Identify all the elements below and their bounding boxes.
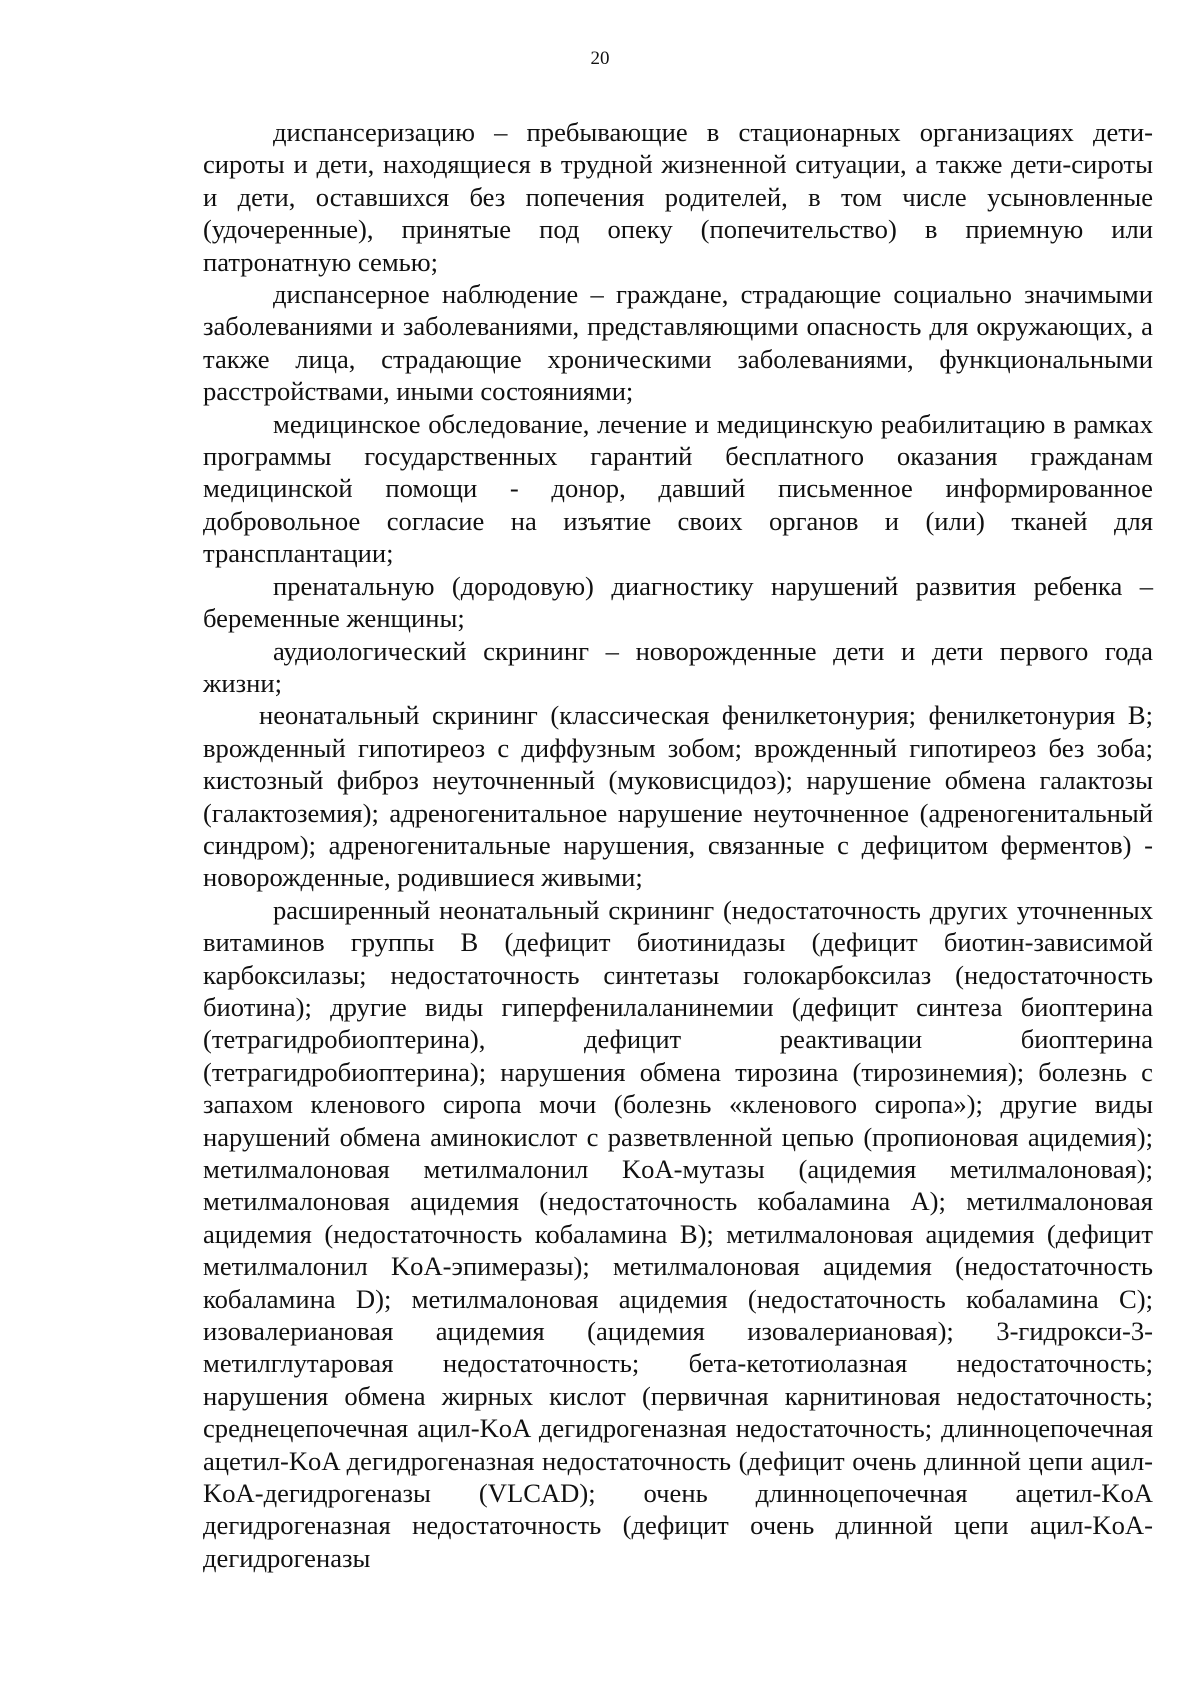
paragraph-dispanserizatsiya: диспансеризацию – пребывающие в стационарных организациях дети-сироты и дети, находящиеся в трудной жизненной ситуации, а также дети-сироты и дети, оставшихся без попечения родителей, в том числе усыновленные (удочеренные), принятые под опеку (попечительство) в приемную или патронатную семью; (203, 117, 1153, 277)
page-number: 20 (590, 48, 610, 69)
paragraph-neonatalnyy-skrining: неонатальный скрининг (классическая фенилкетонурия; фенилкетонурия B; врожденный гипотиреоз с диффузным зобом; врожденный гипотиреоз без зоба; кистозный фиброз неуточненный (муковисцидоз); нарушение обмена галактозы (галактоземия); адреногенитальное нарушение неуточненное (адреногенитальный синдром); адреногенитальные нарушения, связанные с дефицитом ферментов) - новорожденные, родившиеся живыми; (203, 700, 1153, 893)
paragraph-rasshirennyy-neonatalnyy-skrining: расширенный неонатальный скрининг (недостаточность других уточненных витаминов группы B (дефицит биотинидазы (дефицит биотин-зависимой карбоксилазы; недостаточность синтетазы голокарбоксилаз (недостаточность биотина); другие виды гиперфенилаланинемии (дефицит синтеза биоптерина (тетрагидробиоптерина), дефицит реактивации биоптерина (тетрагидробиоптерина); нарушения обмена тирозина (тирозинемия); болезнь с запахом кленового сиропа мочи (болезнь «кленового сиропа»); другие виды нарушений обмена аминокислот с разветвленной цепью (пропионовая ацидемия); метилмалоновая метилмалонил KoA-мутазы (ацидемия метилмалоновая); метилмалоновая ацидемия (недостаточность кобаламина A); метилмалоновая ацидемия (недостаточность кобаламина B); метилмалоновая ацидемия (дефицит метилмалонил KoA-эпимеразы); метилмалоновая ацидемия (недостаточность кобаламина D); метилмалоновая ацидемия (недостаточность кобаламина C); изовалериановая ацидемия (ацидемия изовалериановая); 3-гидрокси-3-метилглутаровая недостаточность; бета-кетотиолазная недостаточность; нарушения обмена жирных кислот (первичная карнитиновая недостаточность; среднецепочечная ацил-KoA дегидрогеназная недостаточность; длинноцепочечная ацетил-KoA дегидрогеназная недостаточность (дефицит очень длинной цепи ацил-KoA-дегидрогеназы (VLCAD); очень длинноцепочечная ацетил-KoA дегидрогеназная недостаточность (дефицит очень длинной цепи ацил-KoA-дегидрогеназы (203, 894, 1153, 1573)
paragraph-dispansernoe-nablyudenie: диспансерное наблюдение – граждане, страдающие социально значимыми заболеваниями и заболеваниями, представляющими опасность для окружающих, а также лица, страдающие хроническими заболеваниями, функциональными расстройствами, иными состояниями; (203, 279, 1153, 407)
document-body (203, 116, 1153, 1574)
paragraph-audiologicheskiy-skrining: аудиологический скрининг – новорожденные дети и дети первого года жизни; (203, 635, 1153, 698)
paragraph-prenatalnaya-diagnostika: пренатальную (дородовую) диагностику нарушений развития ребенка – беременные женщины; (203, 570, 1153, 634)
paragraph-meditsinskoe-obsledovanie: медицинское обследование, лечение и медицинскую реабилитацию в рамках программы государственных гарантий бесплатного оказания гражданам медицинской помощи - донор, давший письменное информированное добровольное согласие на изъятие своих органов и (или) тканей для трансплантации; (203, 408, 1153, 569)
